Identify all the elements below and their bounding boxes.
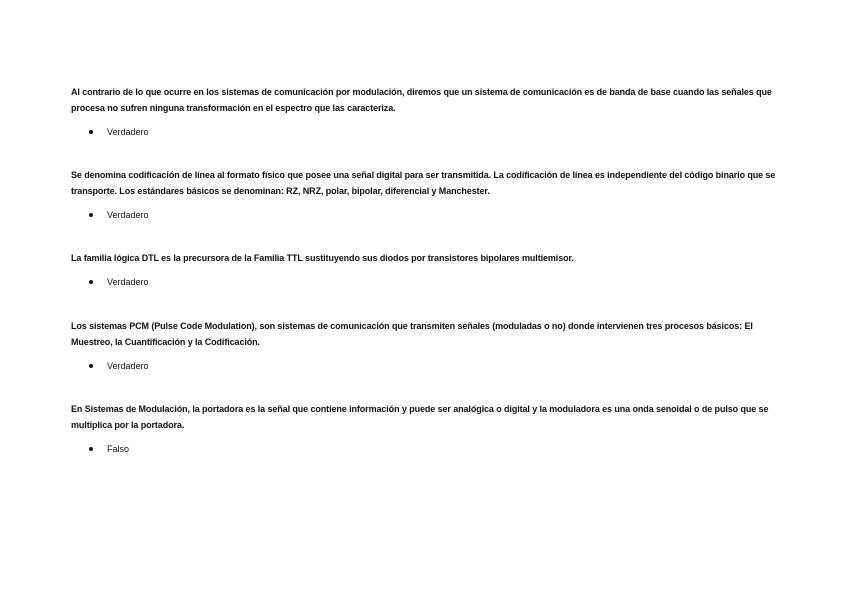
answer-list [71,276,779,288]
answer-item [71,360,779,372]
answer-list [71,360,779,372]
bullet-icon [89,364,93,368]
answer-item [71,209,779,221]
answer-list [71,443,779,455]
question-text: Los sistemas PCM (Pulse Code Modulation), son sistemas de comunicación que transmiten señales (moduladas o no) donde intervienen tres procesos básicos: El Muestreo, la Cuantificación y la Codificación. [71,321,753,347]
answer-item [71,443,779,455]
bullet-icon [89,130,93,134]
bullet-icon [89,447,93,451]
question-block [71,168,779,221]
answer-label: Verdadero [107,276,149,287]
question-block [71,402,779,455]
answer-label: Verdadero [107,210,149,220]
question-text: Se denomina codificación de línea al formato físico que posee una señal digital para ser transmitida. La codificación de línea es independiente del código binario que se transporte. Los estándares básicos se denominan: RZ, NRZ, polar, bipolar, diferencial y Manchester. [71,170,776,196]
bullet-icon [89,280,93,284]
bullet-icon [89,213,93,217]
answer-label: Verdadero [107,127,149,137]
question-block [71,85,779,138]
answer-list [71,126,779,138]
question-text: En Sistemas de Modulación, la portadora es la señal que contiene información y puede ser analógica o digital y la moduladora es una onda senoidal o de pulso que se multiplica por la portadora. [71,404,769,430]
question-block [71,319,779,372]
question-text: La familia lógica DTL es la precursora de la Familia TTL sustituyendo sus diodos por transistores bipolares multiemisor. [71,253,574,263]
answer-item [71,126,779,138]
answer-label: Verdadero [107,361,149,371]
question-text: Al contrario de lo que ocurre en los sistemas de comunicación por modulación, diremos que un sistema de comunicación es de banda de base cuando las señales que procesa no sufren ninguna transformación en el espectro que las caracteriza. [71,87,772,113]
answer-list [71,209,779,221]
question-block [71,251,779,288]
answer-label: Falso [107,444,130,454]
answer-item [71,276,779,288]
